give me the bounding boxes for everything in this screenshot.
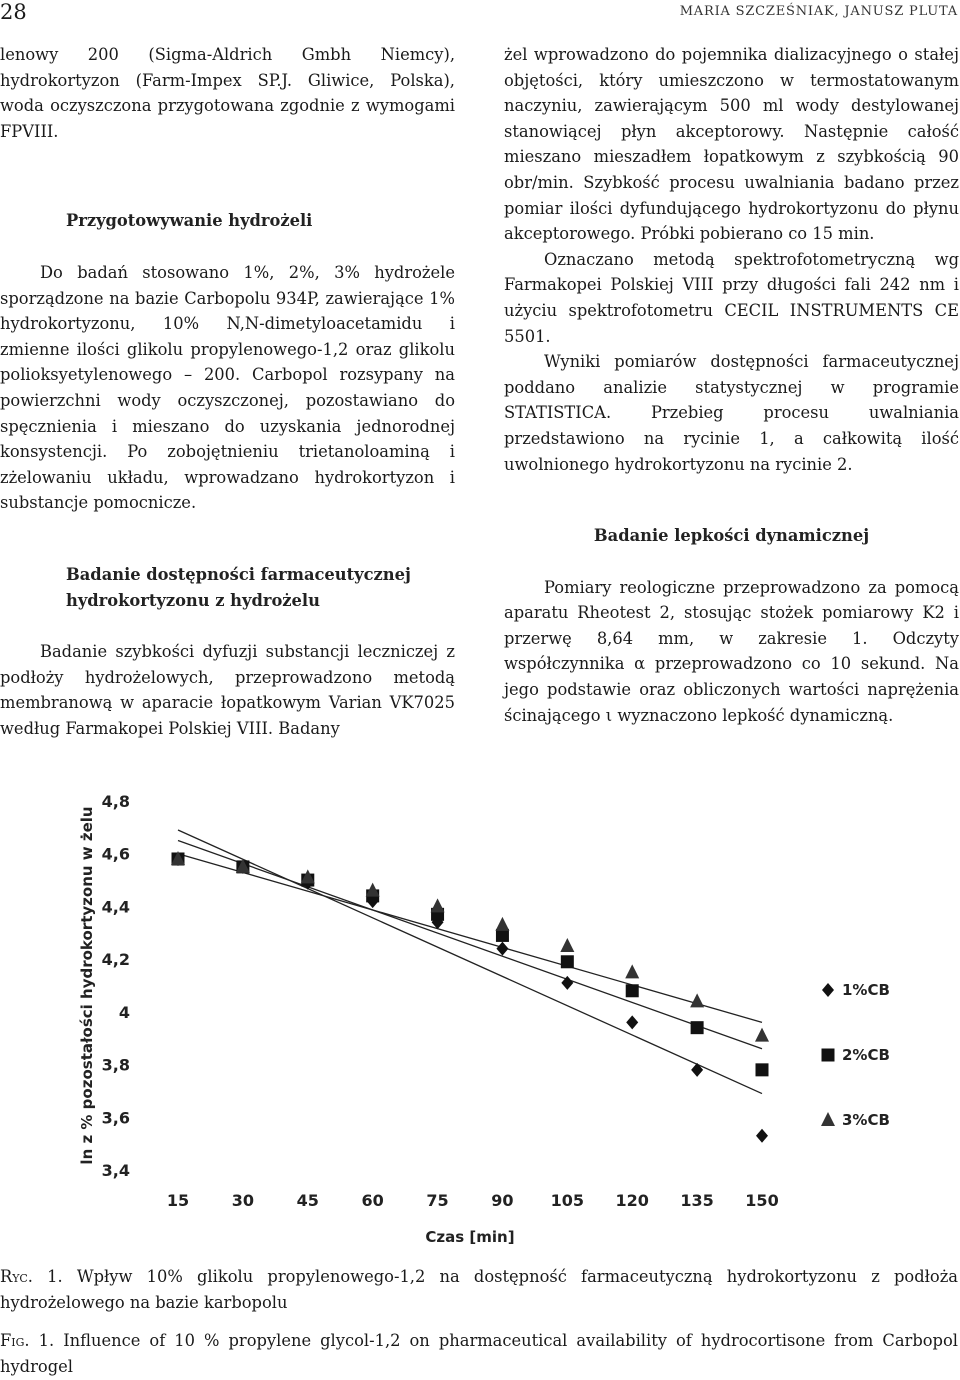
x-tick-label: 15 <box>166 1191 190 1210</box>
data-point-triangle <box>755 1028 769 1042</box>
data-point-diamond <box>626 1015 638 1029</box>
caption-polish-label: Ryc. 1. <box>0 1267 63 1286</box>
x-tick-label: 150 <box>745 1191 779 1210</box>
section-heading-availability-line1: Badanie dostępności farmaceutycznej <box>66 564 411 584</box>
y-tick-label: 4,4 <box>101 897 130 917</box>
caption-english <box>0 1328 958 1379</box>
x-tick-label: 30 <box>231 1191 255 1210</box>
x-tick-label: 120 <box>615 1191 649 1210</box>
hydrogel-prep-paragraph: Do badań stosowano 1%, 2%, 3% hydrożele sporządzone na bazie Carbopolu 934P, zawierające 1% hydrokortyzonu, 10% N,N-dimetyloacetamidu i zmienne ilości glikolu propylenowego-1,2 oraz glikolu polioksyetylenowego – 200. Carbopol rozsypany na powierzchni wody oczyszczonej, pozostawiano do spęcznienia i mieszano do uzyskania jednorodnej konsystencji. Po zobojętnieniu trietanoloaminą i zżelowaniu układu, wprowadzano hydrokortyzon i substancje pomocnicze. <box>0 262 455 513</box>
data-point-square <box>822 1049 835 1062</box>
data-point-triangle <box>495 917 509 931</box>
trend-line-3pct-cb <box>178 854 762 1023</box>
intro-paragraph: lenowy 200 (Sigma-Aldrich Gmbh Niemcy), hydrokortyzon (Farm-Impex SP.J. Gliwice, Polska), woda oczyszczona przygotowana zgodnie z wymogami FPVIII. <box>0 45 455 141</box>
caption-polish <box>0 1264 958 1315</box>
caption-english-label: Fig. 1. <box>0 1331 55 1350</box>
data-point-triangle <box>690 993 704 1007</box>
data-point-diamond <box>691 1063 703 1077</box>
caption-polish-text: Wpływ 10% glikolu propylenowego-1,2 na dostępność farmaceutyczną hydrokortyzonu z podłoża hydrożelowego na bazie karbopolu <box>0 1267 958 1312</box>
spectrophotometry-paragraph: Oznaczano metodą spektrofotometryczną wg Farmakopei Polskiej VIII przy długości fali 242 nm i użyciu spektrofotometru CECIL INSTRUMENTS CE 5501. <box>504 249 959 346</box>
data-point-triangle <box>821 1112 835 1126</box>
release-chart <box>0 770 960 1250</box>
data-point-square <box>691 1021 704 1034</box>
x-tick-label: 60 <box>361 1191 384 1210</box>
availability-paragraph: Badanie szybkości dyfuzji substancji leczniczej z podłoży hydrożelowych, przeprowadzono metodą membranową w aparacie łopatkowym Varian VK7025 według Farmakopei Polskiej VIII. Badany <box>0 642 455 738</box>
data-point-diamond <box>756 1129 768 1143</box>
y-tick-label: 4,6 <box>101 844 130 864</box>
legend-label: 1%CB <box>842 981 890 999</box>
section-heading-availability-line2: hydrokortyzonu z hydrożelu <box>66 590 320 610</box>
data-point-diamond <box>822 983 834 997</box>
legend-label: 2%CB <box>842 1046 890 1064</box>
data-point-triangle <box>431 898 445 912</box>
data-point-square <box>626 984 639 997</box>
y-tick-label: 4,2 <box>101 950 130 970</box>
data-point-triangle <box>560 938 574 952</box>
right-column <box>504 42 959 728</box>
statistics-paragraph: Wyniki pomiarów dostępności farmaceutycznej poddano analizie statystycznej w programie STATISTICA. Przebieg procesu uwalniania przedstawiono na rycinie 1, a całkowitą ilość uwolnionego hydrokortyzonu na rycinie 2. <box>504 352 959 474</box>
y-tick-label: 3,8 <box>101 1055 130 1075</box>
y-tick-label: 3,4 <box>101 1161 130 1180</box>
dialysis-paragraph: żel wprowadzono do pojemnika dializacyjnego o stałej objętości, który umieszczono w termostatowanym naczyniu, zawierającym 500 ml wody destylowanej stanowiącej płyn akceptorowy. Następnie całość mieszano mieszadłem łopatkowym z szybkością 90 obr/min. Szybkość procesu uwalniania badano przez pomiar ilości dyfundującego hydrokortyzonu do płynu akceptorowego. Próbki pobierano co 15 min. <box>504 45 959 244</box>
section-heading-hydrogel-prep: Przygotowywanie hydrożeli <box>66 211 313 231</box>
legend-label: 3%CB <box>842 1111 890 1129</box>
data-point-diamond <box>496 942 508 956</box>
page-number: 28 <box>0 0 27 24</box>
y-tick-label: 4,8 <box>101 792 130 811</box>
y-tick-label: 4 <box>118 1002 130 1022</box>
trend-line-1pct-cb <box>178 830 762 1094</box>
x-axis-label: Czas [min] <box>425 1228 515 1246</box>
x-tick-label: 75 <box>426 1191 449 1210</box>
caption-english-text: Influence of 10 % propylene glycol-1,2 on pharmaceutical availability of hydrocortisone from Carbopol hydrogel <box>0 1331 958 1376</box>
y-axis-label: ln z % pozostałości hydrokortyzonu w żelu <box>78 806 96 1165</box>
trend-line-2pct-cb <box>178 841 762 1049</box>
viscosity-paragraph: Pomiary reologiczne przeprowadzono za pomocą aparatu Rheotest 2, stosując stożek pomiarowy K2 i przerwę 8,64 mm, w zakresie 1. Odczyty współczynnika α przeprowadzono co 10 sekund. Na jego podstawie oraz obliczonych wartości naprężenia ścinającego ι wyznaczono lepkość dynamiczną. <box>504 577 959 725</box>
section-heading-viscosity: Badanie lepkości dynamicznej <box>593 526 870 546</box>
data-point-triangle <box>625 964 639 978</box>
x-tick-label: 90 <box>491 1191 514 1210</box>
x-tick-label: 135 <box>680 1191 714 1210</box>
y-tick-label: 3,6 <box>101 1108 130 1128</box>
x-tick-label: 105 <box>550 1191 585 1210</box>
data-point-square <box>756 1063 769 1076</box>
running-head: MARIA SZCZEŚNIAK, JANUSZ PLUTA <box>679 4 958 19</box>
section-heading-availability <box>0 562 455 613</box>
x-tick-label: 45 <box>296 1191 319 1210</box>
data-point-square <box>561 955 574 968</box>
left-column <box>0 42 455 741</box>
